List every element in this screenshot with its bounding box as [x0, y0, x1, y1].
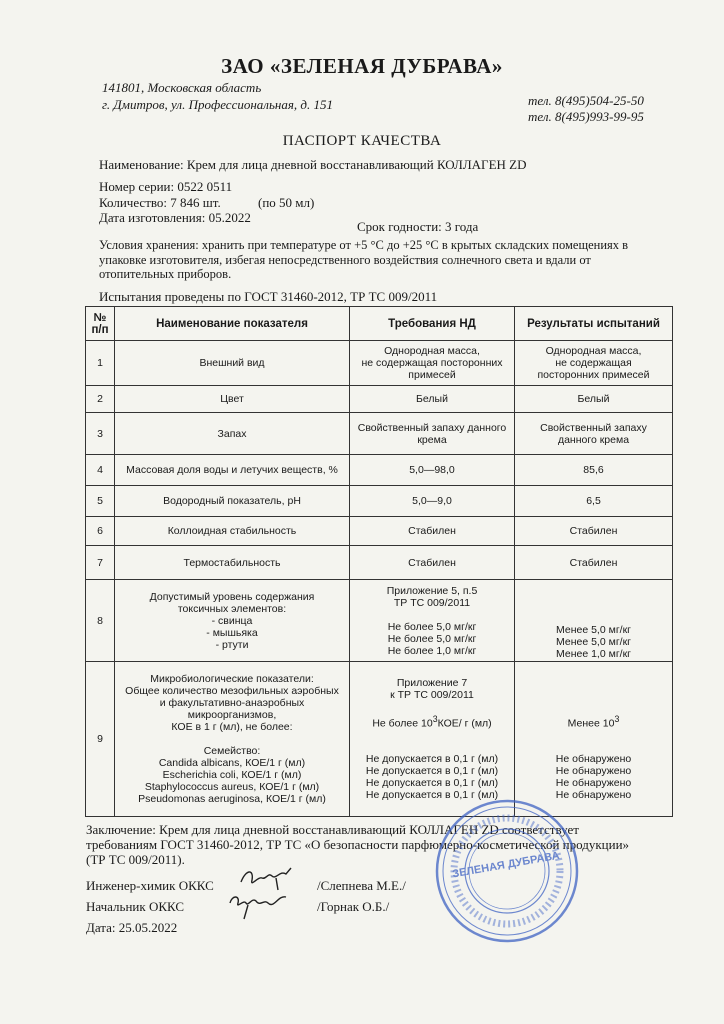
quality-table [85, 306, 673, 817]
row-num: 7 [86, 546, 115, 580]
row-result: Стабилен [515, 546, 673, 580]
role-engineer: Инженер-химик ОККС [86, 878, 214, 893]
company-stamp [432, 796, 582, 946]
row-num: 9 [86, 662, 115, 817]
table-row [86, 486, 673, 517]
row-requirement: Приложение 7 к ТР ТС 009/2011 Не более $10^3КОЕ/$ г (мл) Не допускается в 0,1 г (мл) Не допускается в 0,1 г (мл) Не допускается в 0,1 г (мл) Не допускается в 0,1 г (мл) [350, 662, 515, 817]
row-result: Белый [515, 386, 673, 413]
row-num: 8 [86, 580, 115, 662]
row-indicator: Массовая доля воды и летучих веществ, % [115, 455, 350, 486]
table-row [86, 580, 673, 662]
row-num: 3 [86, 413, 115, 455]
row-requirement: Приложение 5, п.5 ТР ТС 009/2011 Не более 5,0 мг/кг Не более 5,0 мг/кг Не более 1,0 мг/кг [350, 580, 515, 662]
phone-1: тел. 8(495)504-25-50 [528, 93, 644, 108]
name-engineer: /Слепнева М.Е./ [317, 878, 406, 893]
storage-line-3: отопительных приборов. [99, 267, 232, 281]
row-indicator: Запах [115, 413, 350, 455]
conclusion-line-1: Заключение: Крем для лица дневной восстанавливающий КОЛЛАГЕН ZD соответствует [86, 822, 579, 837]
table-header-row [86, 307, 673, 341]
row-requirement: Белый [350, 386, 515, 413]
address-line-2: г. Дмитров, ул. Профессиональная, д. 151 [102, 97, 333, 112]
row-requirement: 5,0—98,0 [350, 455, 515, 486]
header-result: Результаты испытаний [515, 307, 673, 341]
storage-line-1: Условия хранения: хранить при температуре от +5 °С до +25 °С в крытых складских помещениях в [99, 238, 629, 252]
company-name: ЗАО «ЗЕЛЕНАЯ ДУБРАВА» [221, 54, 503, 78]
row-indicator: Термостабильность [115, 546, 350, 580]
row-indicator: Водородный показатель, рН [115, 486, 350, 517]
table-row [86, 341, 673, 386]
table-row [86, 386, 673, 413]
shelf-life: Срок годности: 3 года [357, 219, 479, 234]
address-line-1: 141801, Московская область [102, 80, 262, 95]
row-indicator: Микробиологические показатели: Общее количество мезофильных аэробных и факультативно-анаэробных микроорганизмов, КОЕ в 1 г (мл), не более: Семейство: Candida albicans, КОЕ/1 г (мл) Escherichia coli, КОЕ/1 г (мл) Staphylococcus aureus, КОЕ/1 г (мл) Pseudomonas aeruginosa, КОЕ/1 г (мл) [115, 662, 350, 817]
row-requirement: Стабилен [350, 517, 515, 546]
row-num: 5 [86, 486, 115, 517]
storage-line-2: упаковке изготовителя, избегая непосредственного воздействия солнечного света и вдали от [99, 253, 591, 267]
row-result: 6,5 [515, 486, 673, 517]
row-result: Стабилен [515, 517, 673, 546]
table-row [86, 546, 673, 580]
row-result: 85,6 [515, 455, 673, 486]
header-num: № п/п [86, 307, 115, 341]
row-result: Менее 5,0 мг/кг Менее 5,0 мг/кг Менее 1,0 мг/кг [515, 580, 673, 662]
row-requirement: Стабилен [350, 546, 515, 580]
table-row [86, 662, 673, 817]
row-indicator: Цвет [115, 386, 350, 413]
row-requirement: 5,0—9,0 [350, 486, 515, 517]
series-number: Номер серии: 0522 0511 [99, 179, 233, 194]
row-indicator: Коллоидная стабильность [115, 517, 350, 546]
row-num: 4 [86, 455, 115, 486]
row-indicator: Внешний вид [115, 341, 350, 386]
row-result: Однородная масса, не содержащая посторонних примесей [515, 341, 673, 386]
tests-standard: Испытания проведены по ГОСТ 31460-2012, ТР ТС 009/2011 [99, 289, 438, 304]
conclusion-line-3: (ТР ТС 009/2011). [86, 852, 185, 867]
name-head: /Горнак О.Б./ [317, 899, 390, 914]
volume: (по 50 мл) [258, 195, 315, 210]
table-row [86, 455, 673, 486]
quantity: Количество: 7 846 шт. [99, 195, 221, 210]
table-row [86, 517, 673, 546]
product-name: Наименование: Крем для лица дневной восстанавливающий КОЛЛАГЕН ZD [99, 157, 527, 172]
row-num: 1 [86, 341, 115, 386]
table-row [86, 413, 673, 455]
row-indicator: Допустимый уровень содержания токсичных элементов: - свинца - мышьяка - ртути [115, 580, 350, 662]
header-requirement: Требования НД [350, 307, 515, 341]
row-requirement: Свойственный запаху данного крема [350, 413, 515, 455]
stamp-text: ЗЕЛЕНАЯ ДУБРАВА [451, 849, 561, 881]
header-indicator: Наименование показателя [115, 307, 350, 341]
row-requirement: Однородная масса, не содержащая посторонних примесей [350, 341, 515, 386]
signature-2 [226, 889, 296, 923]
sign-date: Дата: 25.05.2022 [86, 920, 178, 935]
manufacture-date: Дата изготовления: 05.2022 [99, 210, 251, 225]
row-num: 6 [86, 517, 115, 546]
phone-2: тел. 8(495)993-99-95 [528, 109, 644, 124]
row-num: 2 [86, 386, 115, 413]
row-result: Менее $10^3$ Не обнаружено Не обнаружено Не обнаружено Не обнаружено [515, 662, 673, 817]
row-result: Свойственный запаху данного крема [515, 413, 673, 455]
document-title: ПАСПОРТ КАЧЕСТВА [282, 133, 442, 149]
role-head: Начальник ОККС [86, 899, 185, 914]
conclusion-line-2: требованиям ГОСТ 31460-2012, ТР ТС «О безопасности парфюмерно-косметической продукции» [86, 837, 630, 852]
